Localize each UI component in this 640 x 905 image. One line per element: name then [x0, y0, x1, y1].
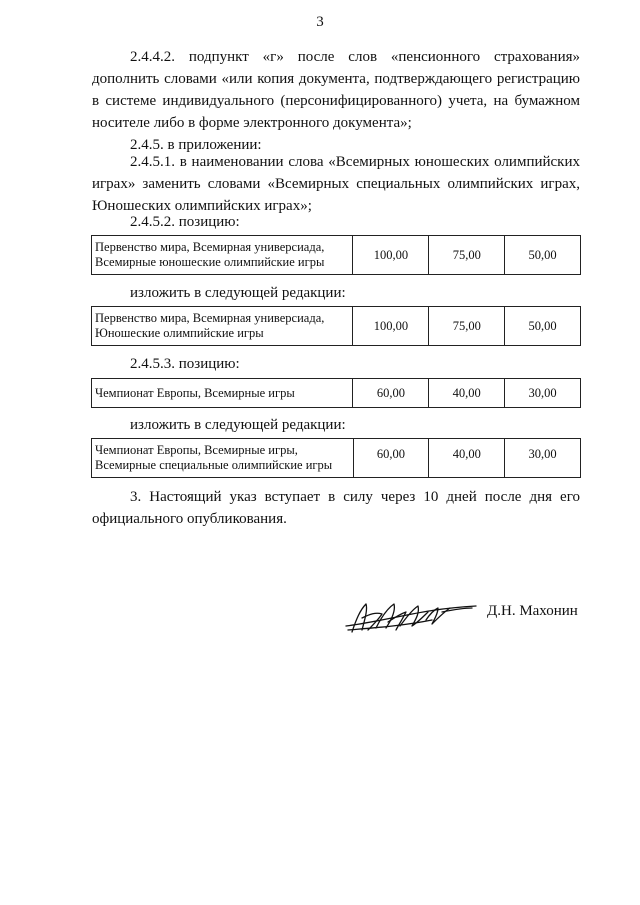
position-name: Первенство мира, Всемирная универсиада, Юношеские олимпийские игры [92, 307, 353, 346]
paragraph-2-4-5-2: 2.4.5.2. позицию: [130, 214, 240, 230]
position-value: 30,00 [505, 439, 581, 478]
position-value: 100,00 [353, 307, 429, 346]
position-name: Первенство мира, Всемирная универсиада, Всемирные юношеские олимпийские игры [92, 236, 353, 275]
position-table-old-2 [91, 378, 581, 408]
position-table-new-1 [91, 306, 581, 346]
position-name: Чемпионат Европы, Всемирные игры, Всемирные специальные олимпийские игры [92, 439, 354, 478]
position-value: 100,00 [353, 236, 429, 275]
paragraph-2-4-5: 2.4.5. в приложении: [130, 137, 262, 153]
signer-name: Д.Н. Махонин [487, 603, 578, 619]
table-row [92, 236, 581, 275]
table-row [92, 379, 581, 408]
paragraph-2-4-5-1: 2.4.5.1. в наименовании слова «Всемирных юношеских олимпийских играх» заменить словами «Всемирных специальных олимпийских играх, Юношеских олимпийских играх»; [92, 154, 580, 214]
paragraph-3: 3. Настоящий указ вступает в силу через 10 дней после дня его официального опубликования. [92, 489, 580, 527]
position-value: 75,00 [429, 307, 505, 346]
signature-image [342, 596, 478, 636]
position-table-old-1 [91, 235, 581, 275]
paragraph-2-4-5-3: 2.4.5.3. позицию: [130, 356, 240, 372]
position-value: 75,00 [429, 236, 505, 275]
position-value: 60,00 [353, 439, 429, 478]
table-row [92, 307, 581, 346]
redaction-label-2: изложить в следующей редакции: [130, 417, 346, 433]
position-value: 40,00 [429, 439, 505, 478]
position-value: 60,00 [353, 379, 429, 408]
redaction-label-1: изложить в следующей редакции: [130, 285, 346, 301]
table-row [92, 439, 581, 478]
position-name: Чемпионат Европы, Всемирные игры [92, 379, 353, 408]
position-value: 40,00 [429, 379, 505, 408]
paragraph-2-4-4-2: 2.4.4.2. подпункт «г» после слов «пенсионного страхования» дополнить словами «или копия документа, подтверждающего регистрацию в системе индивидуального (персонифицированного) учета, на бумажном носителе либо в форме электронного документа»; [92, 49, 580, 131]
position-table-new-2 [91, 438, 581, 478]
position-value: 30,00 [505, 379, 581, 408]
position-value: 50,00 [505, 236, 581, 275]
page-number: 3 [316, 14, 324, 30]
position-value: 50,00 [505, 307, 581, 346]
